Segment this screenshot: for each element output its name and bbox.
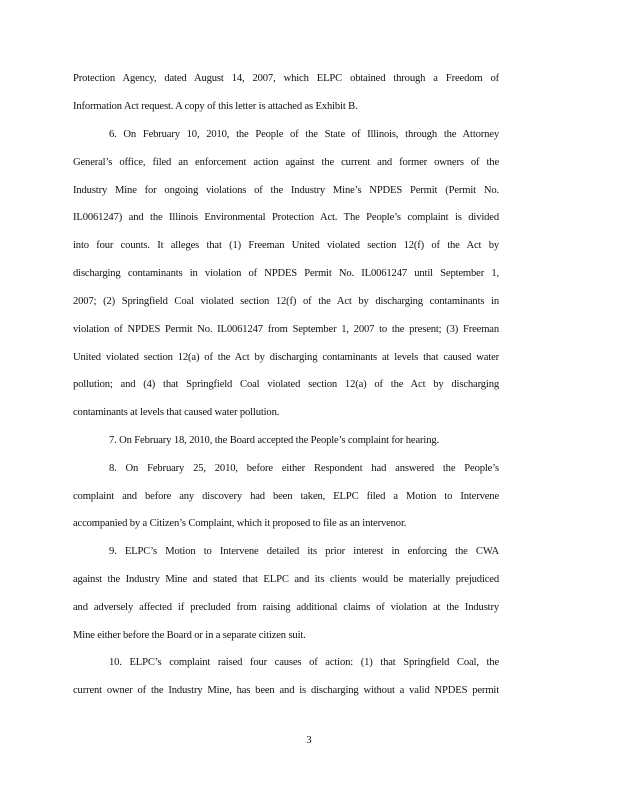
text-line: violation of NPDES Permit No. IL0061247 from September 1, 2007 to the present; (3) Freeman [73, 324, 499, 335]
text-line: Industry Mine for ongoing violations of the Industry Mine’s NPDES Permit (Permit No. [73, 185, 499, 196]
text-line: against the Industry Mine and stated that ELPC and its clients would be materially prejudiced [73, 574, 499, 585]
text-line: discharging contaminants in violation of NPDES Permit No. IL0061247 until September 1, [73, 268, 499, 279]
text-line: Mine either before the Board or in a separate citizen suit. [73, 630, 306, 641]
text-line: 10. ELPC’s complaint raised four causes of action: (1) that Springfield Coal, the [109, 657, 499, 668]
text-line: 6. On February 10, 2010, the People of the State of Illinois, through the Attorney [109, 129, 499, 140]
text-line: 8. On February 25, 2010, before either Respondent had answered the People’s [109, 463, 499, 474]
text-line: General’s office, filed an enforcement action against the current and former owners of the [73, 157, 499, 168]
text-line: 9. ELPC’s Motion to Intervene detailed its prior interest in enforcing the CWA [109, 546, 499, 557]
text-line: into four counts. It alleges that (1) Freeman United violated section 12(f) of the Act by [73, 240, 499, 251]
text-line: accompanied by a Citizen’s Complaint, which it proposed to file as an intervenor. [73, 518, 407, 529]
text-line: current owner of the Industry Mine, has been and is discharging without a valid NPDES permit [73, 685, 499, 696]
text-line: and adversely affected if precluded from raising additional claims of violation at the Industry [73, 602, 499, 613]
text-line: IL0061247) and the Illinois Environmental Protection Act. The People’s complaint is divided [73, 212, 499, 223]
text-line: complaint and before any discovery had been taken, ELPC filed a Motion to Intervene [73, 491, 499, 502]
page-number: 3 [306, 735, 312, 746]
text-line: Protection Agency, dated August 14, 2007, which ELPC obtained through a Freedom of [73, 73, 499, 84]
text-line: 2007; (2) Springfield Coal violated section 12(f) of the Act by discharging contaminants in [73, 296, 499, 307]
text-line: Information Act request. A copy of this letter is attached as Exhibit B. [73, 101, 358, 112]
text-line: 7. On February 18, 2010, the Board accepted the People’s complaint for hearing. [109, 435, 439, 446]
text-line: pollution; and (4) that Springfield Coal violated section 12(a) of the Act by discharging [73, 379, 499, 390]
text-line: United violated section 12(a) of the Act by discharging contaminants at levels that caused water [73, 352, 499, 363]
text-line: contaminants at levels that caused water pollution. [73, 407, 280, 418]
